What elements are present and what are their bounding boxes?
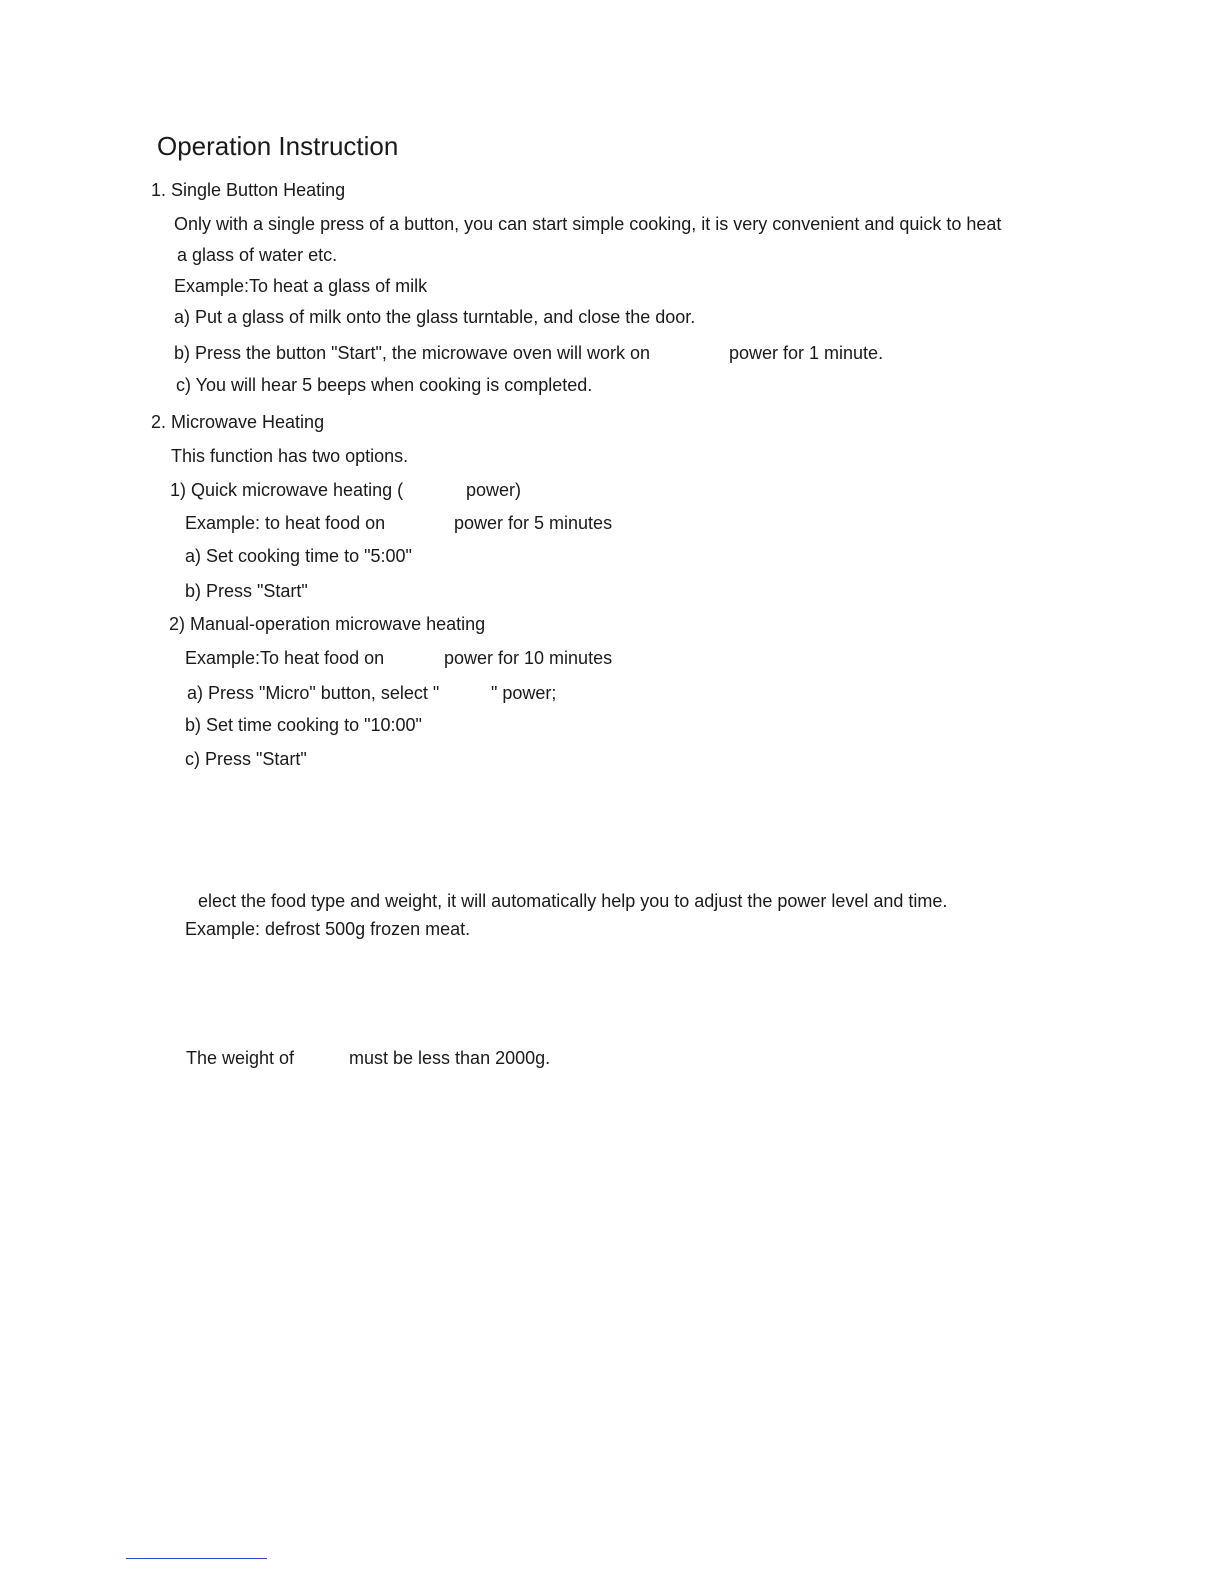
section-1-step-c: c) You will hear 5 beeps when cooking is completed. [176, 375, 593, 395]
option-2-step-a-start: a) Press "Micro" button, select " [187, 683, 440, 703]
section-1-example: Example:To heat a glass of milk [174, 276, 428, 296]
option-1-example-end: power for 5 minutes [454, 513, 613, 533]
section-1-description-line-1: Only with a single press of a button, you can start simple cooking, it is very convenient and quick to heat [174, 214, 1002, 234]
section-1-step-a: a) Put a glass of milk onto the glass turntable, and close the door. [174, 307, 696, 327]
option-2-step-b: b) Set time cooking to "10:00" [185, 715, 422, 735]
section-1-step-b-start: b) Press the button "Start", the microwave oven will work on [174, 343, 650, 363]
section-1-heading: 1. Single Button Heating [151, 180, 346, 200]
section-3-note-end: must be less than 2000g. [349, 1048, 551, 1068]
section-3-description: elect the food type and weight, it will automatically help you to adjust the power level and time. [198, 891, 948, 911]
section-1-description-line-2: a glass of water etc. [177, 245, 338, 265]
section-3-note-start: The weight of [186, 1048, 295, 1068]
section-3-example: Example: defrost 500g frozen meat. [185, 919, 471, 939]
option-1-heading-end: power) [466, 480, 522, 500]
section-2-intro: This function has two options. [171, 446, 409, 466]
option-1-step-b: b) Press "Start" [185, 581, 308, 601]
option-1-example-start: Example: to heat food on [185, 513, 386, 533]
option-2-step-a-end: " power; [491, 683, 557, 703]
option-2-heading: 2) Manual-operation microwave heating [169, 614, 486, 634]
section-1-step-b-end: power for 1 minute. [729, 343, 884, 363]
option-2-step-c: c) Press "Start" [185, 749, 307, 769]
page-title: Operation Instruction [157, 131, 399, 161]
option-2-example-end: power for 10 minutes [444, 648, 613, 668]
footer-rule [126, 1558, 267, 1559]
option-2-example-start: Example:To heat food on [185, 648, 385, 668]
option-1-heading-start: 1) Quick microwave heating ( [170, 480, 404, 500]
section-2-heading: 2. Microwave Heating [151, 412, 325, 432]
option-1-step-a: a) Set cooking time to "5:00" [185, 546, 412, 566]
